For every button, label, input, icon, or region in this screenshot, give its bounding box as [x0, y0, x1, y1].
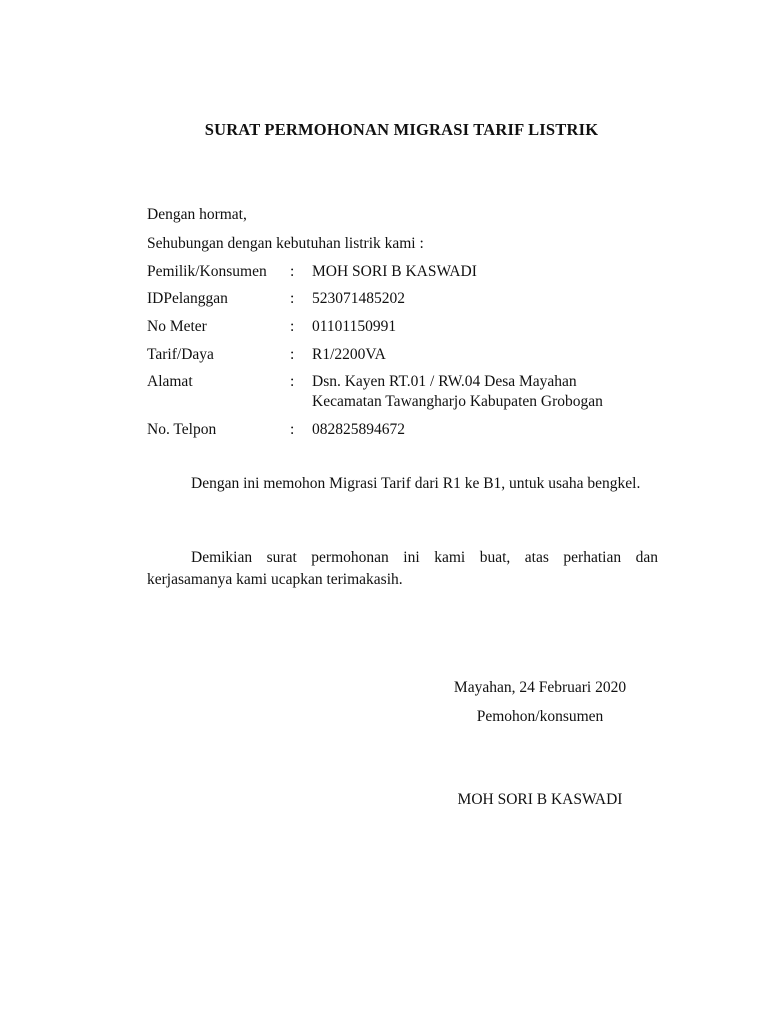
field-label: IDPelanggan: [147, 290, 228, 307]
field-value: 523071485202: [312, 290, 405, 307]
closing-paragraph: [147, 547, 658, 591]
field-label: No Meter: [147, 318, 207, 335]
signature-role: Pemohon/konsumen: [476, 708, 604, 725]
field-customer-id: [147, 289, 667, 309]
signature-name: MOH SORI B KASWADI: [457, 791, 623, 808]
field-label: Tarif/Daya: [147, 346, 214, 363]
field-label: No. Telpon: [147, 421, 217, 438]
field-value: 082825894672: [312, 421, 405, 438]
greeting: Dengan hormat,: [147, 206, 247, 223]
field-phone: [147, 420, 667, 440]
field-colon: :: [290, 263, 295, 280]
address-line-1: Dsn. Kayen RT.01 / RW.04 Desa Mayahan: [312, 373, 577, 390]
intro-text: Sehubungan dengan kebutuhan listrik kami :: [147, 235, 424, 252]
field-value: [312, 372, 667, 412]
field-colon: :: [290, 290, 295, 307]
field-tariff-power: [147, 345, 667, 365]
field-meter-number: [147, 317, 667, 337]
field-colon: :: [290, 421, 295, 438]
paragraph-text: Dengan ini memohon Migrasi Tarif dari R1 ke B1, untuk usaha bengkel.: [191, 475, 641, 492]
field-colon: :: [290, 346, 295, 363]
paragraph-text: Demikian surat permohonan ini kami buat, atas perhatian dan kerjasamanya kami ucapkan terimakasih.: [147, 549, 658, 588]
request-paragraph: [147, 473, 658, 495]
field-value: 01101150991: [312, 318, 397, 335]
field-label: Alamat: [147, 373, 193, 390]
field-colon: :: [290, 318, 295, 335]
field-owner: [147, 262, 667, 282]
signature-place-date: Mayahan, 24 Februari 2020: [453, 679, 627, 696]
field-colon: :: [290, 373, 295, 390]
field-value: MOH SORI B KASWADI: [312, 263, 477, 280]
field-label: Pemilik/Konsumen: [147, 263, 267, 280]
field-address: [147, 372, 667, 412]
field-value: R1/2200VA: [312, 346, 386, 363]
address-line-2: Kecamatan Tawangharjo Kabupaten Grobogan: [312, 393, 603, 410]
document-title: SURAT PERMOHONAN MIGRASI TARIF LISTRIK: [204, 120, 599, 139]
